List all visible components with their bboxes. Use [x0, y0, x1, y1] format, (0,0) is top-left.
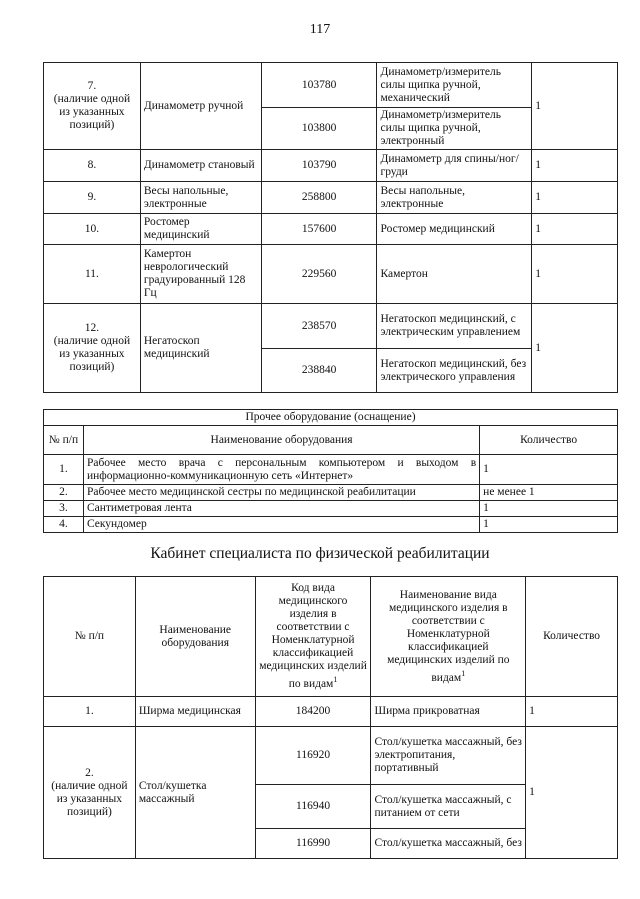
quantity: 1: [532, 150, 618, 182]
quantity: 1: [532, 245, 618, 304]
row-number: 8.: [44, 150, 141, 182]
row-number: 12. (наличие одной из указанных позиций): [44, 304, 141, 393]
equipment-name: Камертон неврологический градуированный 128 Гц: [140, 245, 261, 304]
quantity: 1: [532, 304, 618, 393]
device-code: 157600: [261, 214, 377, 245]
device-code: 116920: [255, 727, 371, 785]
quantity: 1: [526, 727, 618, 859]
row-number: 4.: [44, 517, 84, 533]
device-type-name: Камертон: [377, 245, 532, 304]
device-type-name: Негатоскоп медицинский, с электрическим управлением: [377, 304, 532, 349]
device-code: 258800: [261, 182, 377, 214]
header-num: № п/п: [44, 426, 84, 455]
device-type-name: Ростомер медицинский: [377, 214, 532, 245]
row-number: 3.: [44, 501, 84, 517]
table-row: [44, 697, 618, 727]
equipment-name: Стол/кушетка массажный: [135, 727, 255, 859]
quantity: 1: [532, 63, 618, 150]
table-row: [44, 517, 618, 533]
device-code: 229560: [261, 245, 377, 304]
row-number: 2.: [44, 485, 84, 501]
page-number: 117: [309, 22, 331, 37]
device-type-name: Стол/кушетка массажный, без: [371, 829, 526, 859]
quantity: 1: [526, 697, 618, 727]
table-row: [44, 485, 618, 501]
device-code: 103780: [261, 63, 377, 108]
table-row: [44, 214, 618, 245]
header-code: Код вида медицинского изделия в соответствии с Номенклатурной классификацией медицинских изделий по видам$^1$: [255, 577, 371, 697]
quantity: не менее 1: [480, 485, 618, 501]
device-type-name: Негатоскоп медицинский, без электрического управления: [377, 349, 532, 393]
table-title-row: [44, 410, 618, 426]
equipment-table-continued: [43, 62, 618, 393]
device-code: 116940: [255, 785, 371, 829]
device-code: 103790: [261, 150, 377, 182]
header-num: № п/п: [44, 577, 136, 697]
equipment-name: Динамометр становый: [140, 150, 261, 182]
device-code: 184200: [255, 697, 371, 727]
equipment-name: Весы напольные, электронные: [140, 182, 261, 214]
table-row: [44, 455, 618, 485]
header-equipment: Наименование оборудования: [135, 577, 255, 697]
equipment-name: Сантиметровая лента: [83, 501, 479, 517]
table-row: [44, 182, 618, 214]
table-row: [44, 501, 618, 517]
device-type-name: Ширма прикроватная: [371, 697, 526, 727]
row-number: 1.: [44, 697, 136, 727]
table-header-row: [44, 426, 618, 455]
device-type-name: Динамометр/измеритель силы щипка ручной, механический: [377, 63, 532, 108]
other-equipment-table: [43, 409, 618, 533]
row-number: 7. (наличие одной из указанных позиций): [44, 63, 141, 150]
equipment-name: Рабочее место медицинской сестры по медицинской реабилитации: [83, 485, 479, 501]
table-row: [44, 63, 618, 108]
equipment-name: Негатоскоп медицинский: [140, 304, 261, 393]
device-type-name: Стол/кушетка массажный, с питанием от сети: [371, 785, 526, 829]
equipment-name: Ширма медицинская: [135, 697, 255, 727]
quantity: 1: [480, 455, 618, 485]
table-row: [44, 150, 618, 182]
table-row: [44, 727, 618, 785]
equipment-name: Секундомер: [83, 517, 479, 533]
row-number: 2. (наличие одной из указанных позиций): [44, 727, 136, 859]
equipment-name: Динамометр ручной: [140, 63, 261, 150]
device-type-name: Стол/кушетка массажный, без электропитания, портативный: [371, 727, 526, 785]
table-row: [44, 245, 618, 304]
header-qty: Количество: [480, 426, 618, 455]
row-number: 10.: [44, 214, 141, 245]
equipment-name: Ростомер медицинский: [140, 214, 261, 245]
header-type-name: Наименование вида медицинского изделия в соответствии с Номенклатурной классификацией медицинских изделий по видам$^1$: [371, 577, 526, 697]
device-code: 238570: [261, 304, 377, 349]
row-number: 9.: [44, 182, 141, 214]
section-title: Кабинет специалиста по физической реабилитации: [150, 545, 490, 562]
quantity: 1: [532, 182, 618, 214]
table-title: Прочее оборудование (оснащение): [44, 410, 618, 426]
row-number: 1.: [44, 455, 84, 485]
row-number: 11.: [44, 245, 141, 304]
quantity: 1: [532, 214, 618, 245]
device-code: 103800: [261, 108, 377, 150]
quantity: 1: [480, 501, 618, 517]
device-type-name: Весы напольные, электронные: [377, 182, 532, 214]
equipment-name: Рабочее место врача с персональным компьютером и выходом в информационно-коммуникационную сеть «Интернет»: [83, 455, 479, 485]
table-row: [44, 304, 618, 349]
device-code: 116990: [255, 829, 371, 859]
table-header-row: [44, 577, 618, 697]
quantity: 1: [480, 517, 618, 533]
device-type-name: Динамометр/измеритель силы щипка ручной, электронный: [377, 108, 532, 150]
device-type-name: Динамометр для спины/ног/груди: [377, 150, 532, 182]
physical-rehab-equipment-table: [43, 576, 618, 859]
header-name: Наименование оборудования: [83, 426, 479, 455]
header-qty: Количество: [526, 577, 618, 697]
device-code: 238840: [261, 349, 377, 393]
